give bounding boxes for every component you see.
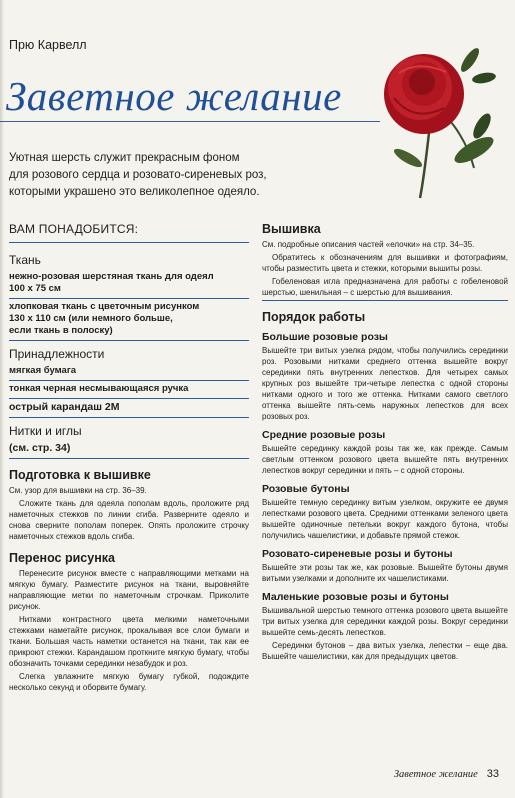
- material-item: [9, 269, 249, 299]
- page-footer: [394, 768, 499, 780]
- page-title: Заветное желание: [6, 73, 342, 119]
- supplies-group-title: Принадлежности: [9, 347, 105, 361]
- material-item: [9, 299, 249, 341]
- order-paragraph: Серединки бутонов – два витых узелка, лепестки – еще два. Вышейте чашелистики, как для предыдущих цветов.: [262, 641, 508, 661]
- order-paragraph: Вышейте эти розы так же, как розовые. Вышейте бутоны двумя витыми узелками и дополните их чашелистиками.: [262, 563, 508, 583]
- order-heading: Порядок работы: [262, 310, 366, 324]
- embroidery-paragraph: См. подробные описания частей «елочки» на стр. 34–35.: [262, 240, 475, 249]
- right-column: [262, 222, 508, 664]
- material-item: острый карандаш 2М: [9, 399, 249, 418]
- rose-illustration: [374, 38, 510, 200]
- material-item: мягкая бумага: [9, 363, 249, 381]
- left-column: [9, 222, 249, 695]
- order-paragraph: Вышейте три витых узелка рядом, чтобы получились серединки роз. Розовыми нитками среднего оттенка вышейте вокруг серединки пять внутренних лепестков. Для четырех самых крупных роз вышейте три-четыре лепестка с одной стороны нитками одного и того же оттенка. Нитками самого светлого оттенка вышейте пять-семь наружных лепестков для всех розовых роз.: [262, 346, 508, 421]
- order-paragraph: Вышейте серединку каждой розы так же, как прежде. Самым светлым оттенком розового цвета вышейте пять внутренних лепестков вокруг серединки и пять – с одной стороны.: [262, 444, 508, 475]
- page-fold-shadow: [0, 0, 4, 798]
- transfer-paragraph: Перенесите рисунок вместе с направляющими метками на мягкую бумагу. Разместите рисунок на ткани, выровняйте направляющие метки по наметочным строчкам. Приколите рисунок.: [9, 569, 249, 611]
- intro-line: которыми украшено это великолепное одеяло.: [9, 186, 260, 198]
- order-subheading: Большие розовые розы: [262, 331, 388, 343]
- intro-line: для розового сердца и розовато-сиреневых роз,: [9, 169, 267, 181]
- material-item: (см. стр. 34): [9, 440, 249, 459]
- order-paragraph: Вышейте темную серединку витым узелком, окружите ее двумя лепестками розового цвета. Средними оттенками зеленого цвета вышейте одиночные петельки вокруг каждого бутона, чтобы получились чашелистики, и добавьте прямой стежок.: [262, 498, 508, 540]
- material-line: 100 х 75 см: [9, 283, 61, 294]
- section-divider: [262, 300, 508, 301]
- transfer-paragraph: Слегка увлажните мягкую бумагу губкой, подождите несколько секунд и оборвите бумагу.: [9, 672, 249, 692]
- order-subheading: Маленькие розовые розы и бутоны: [262, 591, 449, 603]
- fabric-group-title: Ткань: [9, 253, 41, 267]
- order-subheading: Розовые бутоны: [262, 483, 350, 495]
- order-subheading: Розовато-сиреневые розы и бутоны: [262, 548, 453, 560]
- footer-section-name: Заветное желание: [393, 769, 478, 780]
- prep-paragraph: См. узор для вышивки на стр. 36–39.: [9, 486, 147, 495]
- order-subheading: Средние розовые розы: [262, 429, 386, 441]
- prep-heading: Подготовка к вышивке: [9, 468, 151, 482]
- embroidery-heading: Вышивка: [262, 222, 321, 236]
- order-paragraph: Вышивальной шерстью темного оттенка розового цвета вышейте три витых узелка для серединки каждой розы. Вокруг серединки вышейте семь-десять лепестков.: [262, 606, 508, 637]
- author-name: Прю Карвелл: [9, 38, 87, 52]
- material-line: хлопковая ткань с цветочным рисунком: [9, 301, 200, 312]
- material-line: 130 х 110 см (или немного больше,: [9, 313, 173, 324]
- embroidery-paragraph: Гобеленовая игла предназначена для работы с гобеленовой шерстью, шенильная – с шерстью для вышивания.: [262, 277, 508, 297]
- intro-line: Уютная шерсть служит прекрасным фоном: [9, 152, 240, 164]
- material-line: если ткань в полоску): [9, 325, 113, 336]
- transfer-paragraph: Нитками контрастного цвета мелкими наметочными стежками наметайте рисунок, прокалывая все слои бумаги и ткани. Большая часть наметки останется на ткани, так как ее прикроют стежки. Карандашом проткните мягкую бумагу, чтобы обозначить точками серединки незабудок и роз.: [9, 615, 249, 668]
- title-rule: [0, 121, 380, 122]
- materials-heading: ВАМ ПОНАДОБИТСЯ:: [9, 222, 249, 243]
- intro-text: [9, 150, 309, 201]
- threads-group-title: Нитки и иглы: [9, 424, 82, 438]
- page-number: 33: [486, 768, 499, 780]
- material-line: нежно-розовая шерстяная ткань для одеял: [9, 271, 214, 282]
- prep-paragraph: Сложите ткань для одеяла пополам вдоль, проложите ряд наметочных стежков по линии сгиба. Разверните одеяло и снова сверните пополам поперек. Опять проложите строчку наметочных стежков вдоль сгиба.: [9, 499, 249, 541]
- transfer-heading: Перенос рисунка: [9, 551, 115, 565]
- material-item: тонкая черная несмывающаяся ручка: [9, 381, 249, 399]
- embroidery-paragraph: Обратитесь к обозначениям для вышивки и фотографиям, чтобы разместить цвета и стежки, которыми вышиты розы.: [262, 253, 508, 273]
